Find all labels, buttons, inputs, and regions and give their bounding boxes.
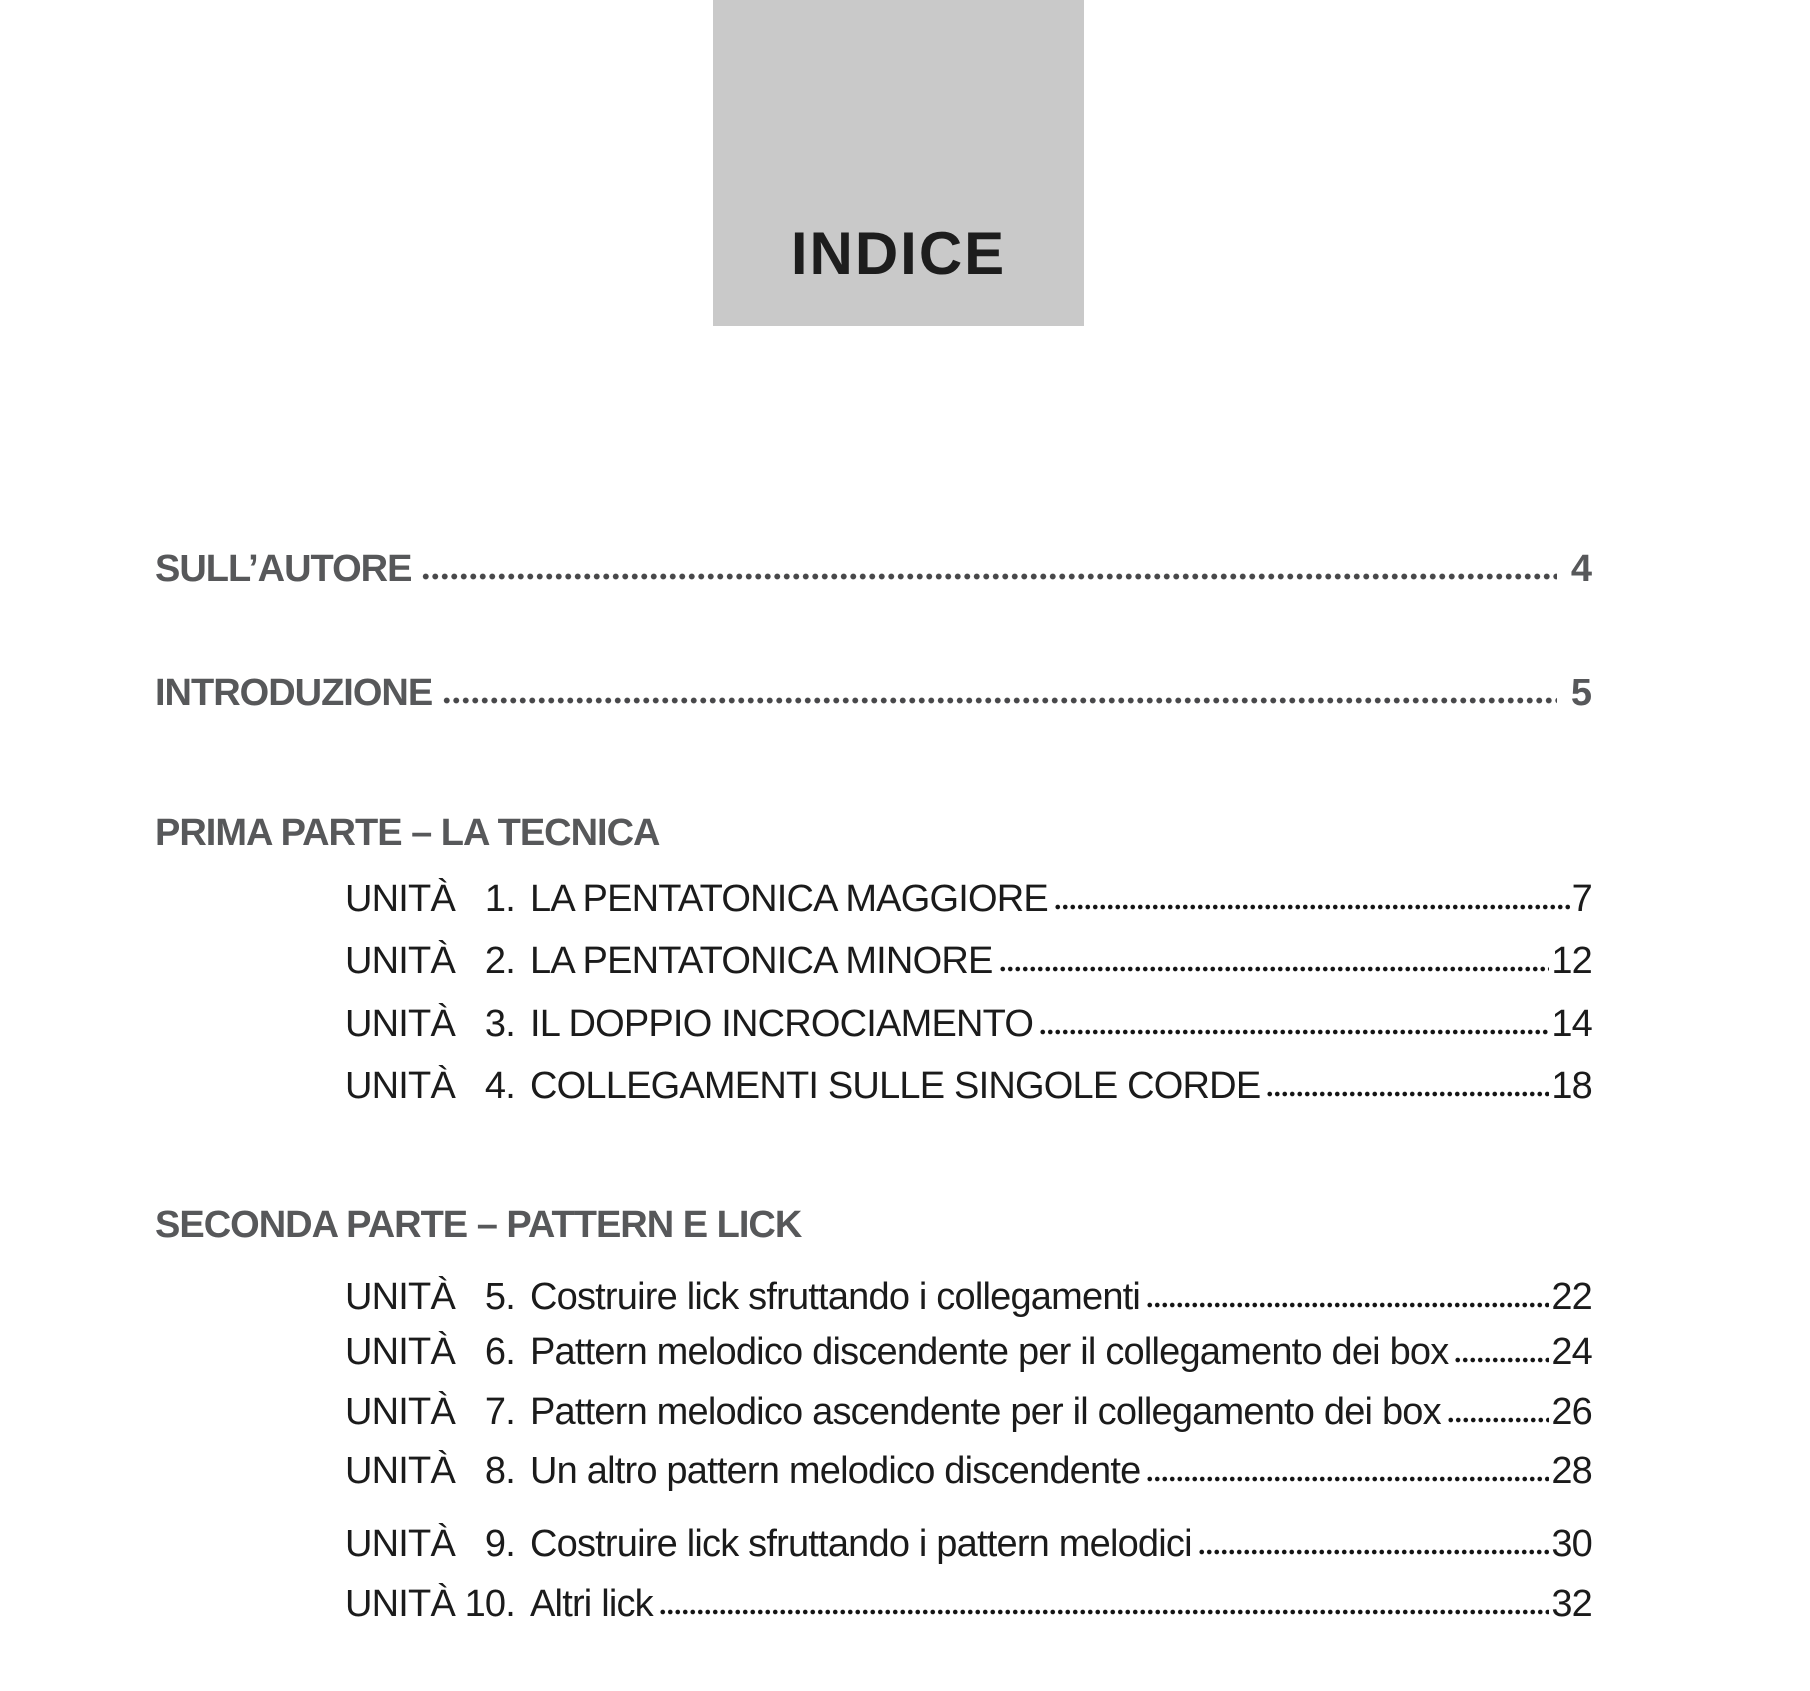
dot-leader [1146,1279,1549,1309]
unit-number: 1. [484,878,515,920]
toc-unit-row [155,1276,1592,1319]
unit-number: 5. [484,1276,515,1318]
page-title: INDICE [790,220,1007,287]
unit-title: COLLEGAMENTI SULLE SINGOLE CORDE [530,1065,1261,1107]
toc-unit-row [155,1003,1592,1046]
unit-title: Costruire lick sfruttando i pattern melodici [530,1523,1192,1565]
unit-title: Pattern melodico ascendente per il collegamento dei box [530,1391,1441,1433]
unit-number: 8. [484,1450,515,1492]
toc-unit-row [155,878,1592,921]
dot-leader [1454,1334,1549,1364]
toc-entry-sull-autore [155,548,1592,591]
unit-label: UNITÀ [345,1065,456,1107]
page-number: 4 [1570,548,1592,590]
unit-title: LA PENTATONICA MAGGIORE [530,878,1048,920]
page-number: 14 [1551,1003,1592,1045]
page-number: 32 [1551,1583,1592,1625]
unit-number: 2. [484,940,515,982]
toc-unit-row [155,1331,1592,1374]
unit-title: Un altro pattern melodico discendente [530,1450,1141,1492]
toc-unit-row [155,940,1592,983]
page-number: 28 [1551,1450,1592,1492]
dot-leader [1198,1526,1550,1556]
page-number: 5 [1570,672,1592,714]
toc-unit-row [155,1391,1592,1434]
unit-title: Costruire lick sfruttando i collegamenti [530,1276,1141,1318]
page-number: 26 [1551,1391,1592,1433]
toc-unit-row [155,1065,1592,1108]
section-heading-seconda-parte: SECONDA PARTE – PATTERN E LICK [155,1204,802,1246]
unit-label: UNITÀ [345,1331,456,1373]
page-number: 12 [1551,940,1592,982]
dot-leader [1146,1453,1549,1483]
dot-leader [659,1586,1549,1616]
unit-title: Altri lick [530,1583,653,1625]
toc-unit-row [155,1583,1592,1626]
unit-label: UNITÀ [345,940,456,982]
unit-title: Pattern melodico discendente per il collegamento dei box [530,1331,1449,1373]
unit-label: UNITÀ [345,878,456,920]
unit-number: 7. [484,1391,515,1433]
unit-title: LA PENTATONICA MINORE [530,940,993,982]
unit-label: UNITÀ [345,1583,456,1625]
unit-label: UNITÀ [345,1003,456,1045]
section-heading-prima-parte: PRIMA PARTE – LA TECNICA [155,812,660,854]
toc-unit-row [155,1523,1592,1566]
unit-number: 4. [484,1065,515,1107]
dot-leader [1039,1006,1549,1036]
page-number: 30 [1551,1523,1592,1565]
unit-label: UNITÀ [345,1523,456,1565]
page-number: 7 [1571,878,1592,920]
entry-label: INTRODUZIONE [155,672,433,714]
unit-label: UNITÀ [345,1391,456,1433]
dot-leader [421,568,1556,581]
toc-entry-introduzione [155,672,1592,715]
dot-leader [442,692,1557,705]
dot-leader [1054,881,1570,911]
unit-number: 10. [464,1583,515,1625]
dot-leader [999,943,1550,973]
toc-unit-row [155,1450,1592,1493]
unit-number: 3. [484,1003,515,1045]
page-number: 18 [1551,1065,1592,1107]
page-number: 24 [1551,1331,1592,1373]
unit-label: UNITÀ [345,1276,456,1318]
unit-label: UNITÀ [345,1450,456,1492]
dot-leader [1266,1068,1549,1098]
entry-label: SULL’AUTORE [155,548,412,590]
unit-title: IL DOPPIO INCROCIAMENTO [530,1003,1034,1045]
indice-header-box [713,0,1084,326]
dot-leader [1447,1394,1550,1424]
unit-number: 6. [484,1331,515,1373]
unit-number: 9. [484,1523,515,1565]
page-number: 22 [1551,1276,1592,1318]
